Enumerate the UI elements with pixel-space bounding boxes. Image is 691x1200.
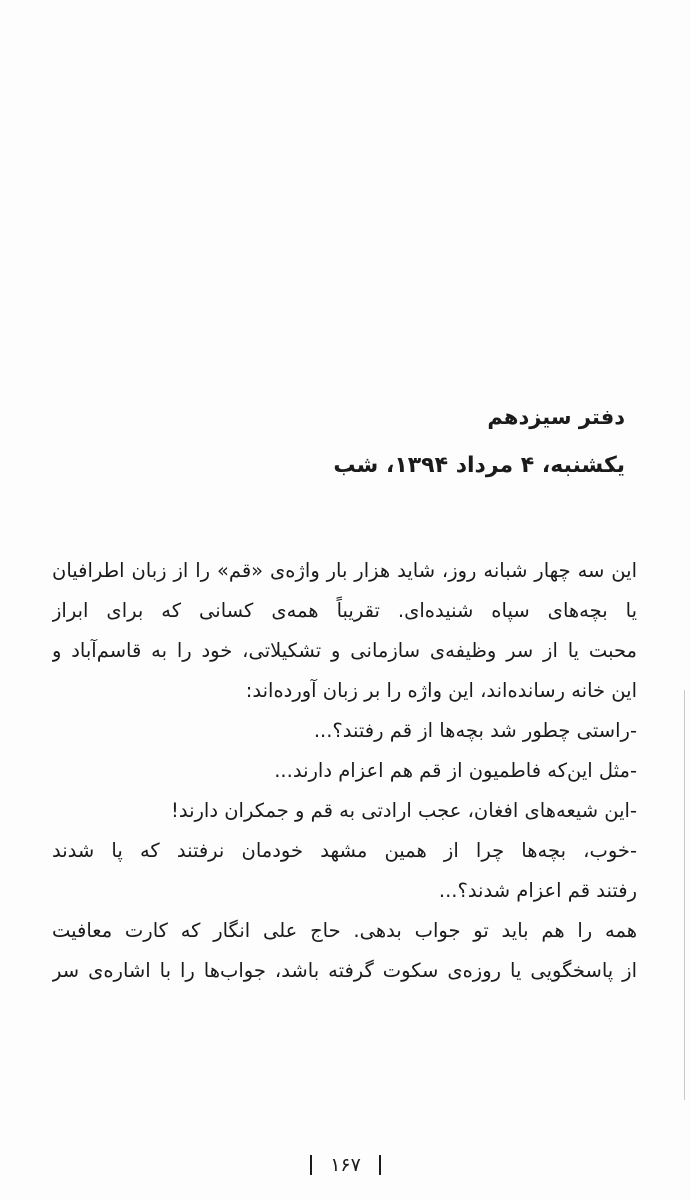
body-text	[52, 551, 637, 991]
date-line: یکشنبه، ۴ مرداد ۱۳۹۴، شب	[333, 453, 625, 478]
page-edge-shadow	[684, 690, 685, 1100]
body-line: از پاسخگویی یا روزه‌ی سکوت گرفته باشد، جواب‌ها را با اشاره‌ی سر	[52, 959, 637, 982]
body-line: محبت یا از سر وظیفه‌ی سازمانی و تشکیلاتی، خود را به قاسم‌آباد و	[52, 639, 637, 662]
folio-bar-left	[310, 1155, 312, 1175]
dialogue-line: -راستی چطور شد بچه‌ها از قم رفتند؟...	[313, 719, 637, 742]
body-line: یا بچه‌های سپاه شنیده‌ای. تقریباً همه‌ی کسانی که برای ابراز	[52, 599, 637, 622]
dialogue-line: رفتند قم اعزام شدند؟...	[438, 879, 637, 902]
folio-bar-right	[379, 1155, 381, 1175]
chapter-title: دفتر سیزدهم	[487, 405, 625, 429]
page-footer	[0, 1153, 691, 1176]
page-number: ۱۶۷	[330, 1153, 361, 1176]
dialogue-line: -مثل این‌که فاطمیون از قم هم اعزام دارند...	[274, 759, 637, 782]
dialogue-line: -این شیعه‌های افغان، عجب ارادتی به قم و جمکران دارند!	[171, 799, 637, 822]
body-line: همه را هم باید تو جواب بدهی. حاج علی انگار که کارت معافیت	[52, 919, 637, 942]
body-line: این سه چهار شبانه روز، شاید هزار بار واژه‌ی «قم» را از زبان اطرافیان	[52, 559, 637, 582]
dialogue-line: -خوب، بچه‌ها چرا از همین مشهد خودمان نرفتند که پا شدند	[52, 839, 637, 862]
body-line: این خانه رسانده‌اند، این واژه را بر زبان آورده‌اند:	[245, 679, 637, 702]
